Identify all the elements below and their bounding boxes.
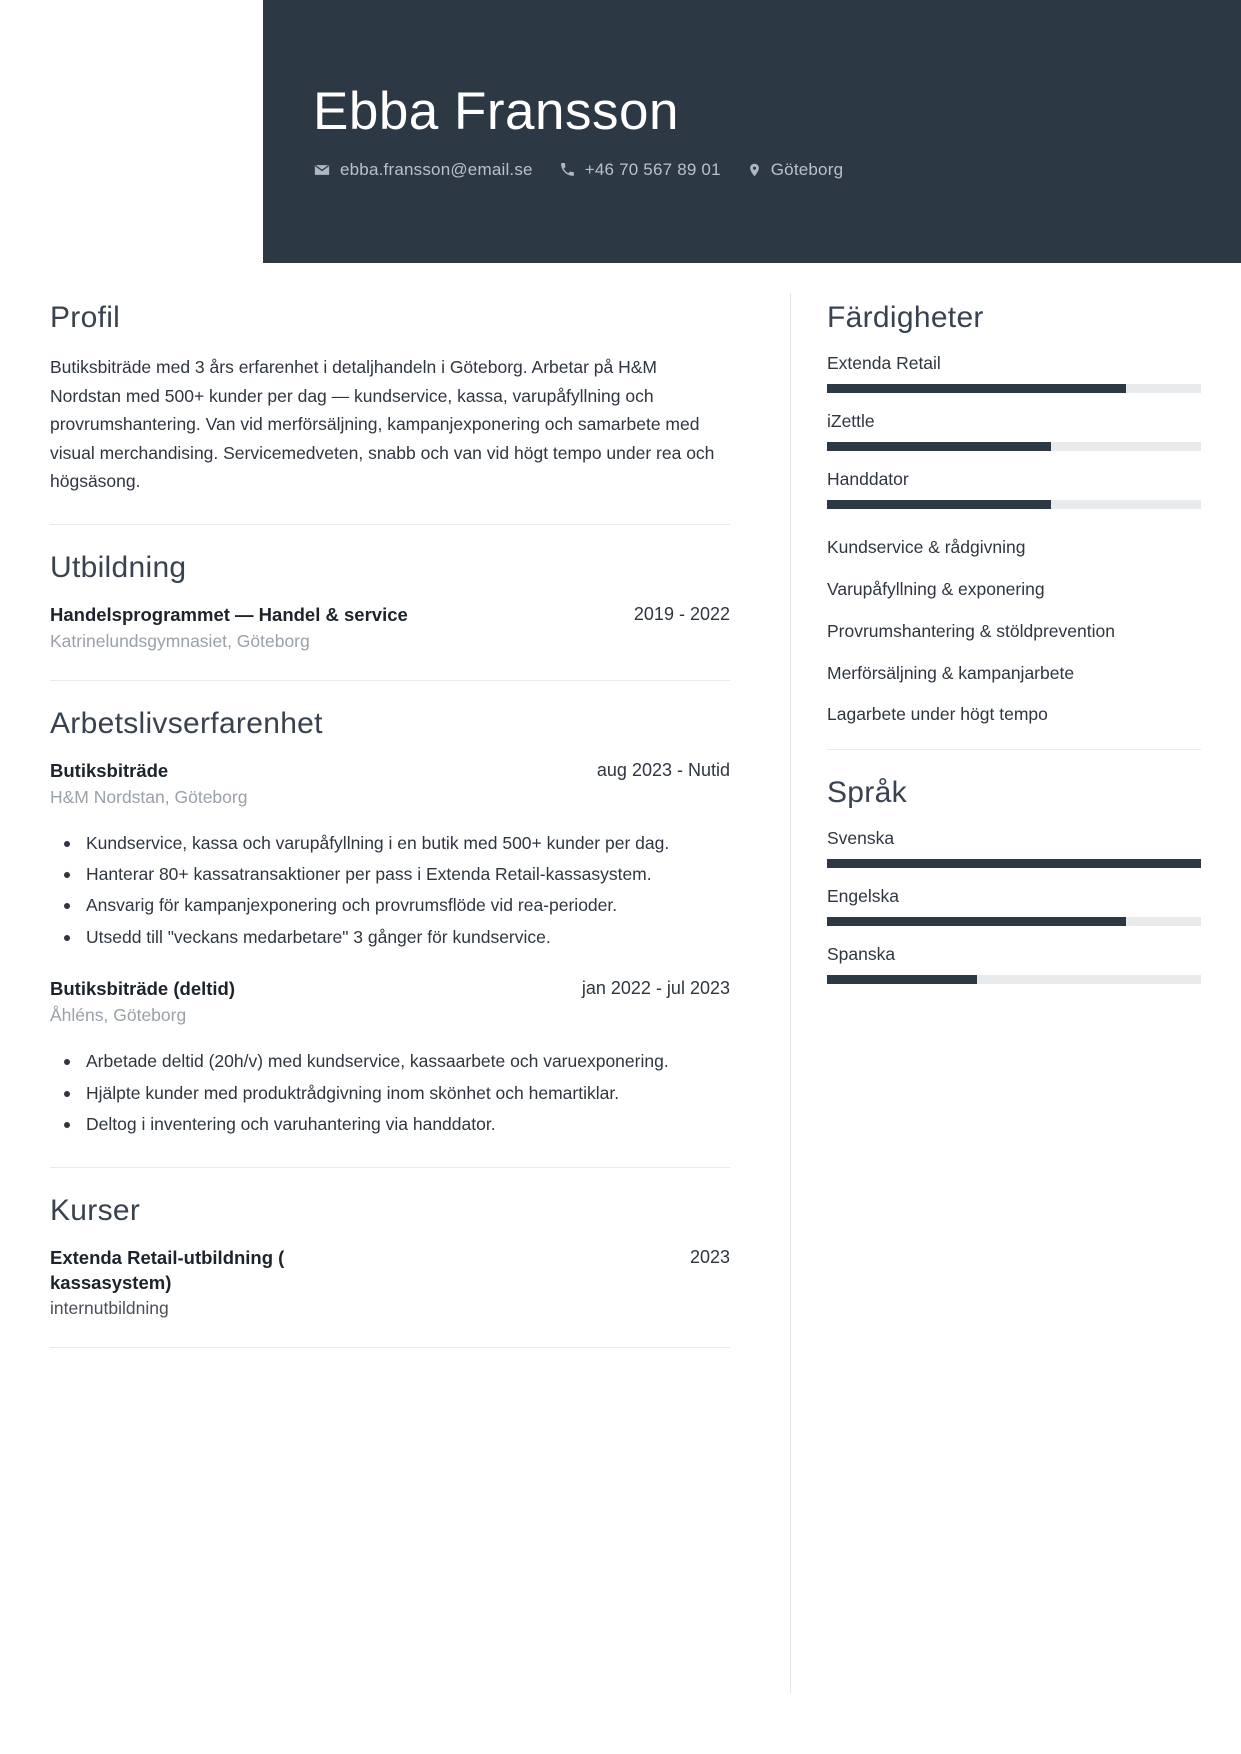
contact-phone-text: +46 70 567 89 01 [584,159,721,179]
contact-row [313,160,1241,180]
resume-body [0,263,1241,1693]
section-profile [50,301,730,496]
language-bar-track [827,859,1201,868]
resume-header [263,0,1241,263]
job-date: aug 2023 - Nutid [596,759,730,780]
job-company: H&M Nordstan, Göteborg [50,786,248,807]
left-column [0,263,790,1374]
skill-bar-fill [827,500,1051,509]
course-subtitle: internutbildning [50,1297,169,1318]
language-label: Engelska [827,886,899,907]
candidate-name: Ebba Fransson [313,82,679,142]
experience-heading: Arbetslivserfarenhet [50,706,323,740]
language-bar-track [827,917,1201,926]
contact-phone[interactable] [559,160,721,180]
language-label: Svenska [827,828,895,849]
job-bullets [50,830,730,952]
location-pin-icon [747,161,762,179]
divider [50,524,730,525]
contact-email[interactable] [313,160,533,180]
skill-label: iZettle [827,411,875,431]
section-education [50,551,730,652]
skill-rated [827,469,1201,509]
skill-bar-fill [827,384,1126,393]
divider [50,1347,730,1348]
education-school: Katrinelundsgymnasiet, Göteborg [50,630,310,651]
section-courses [50,1194,730,1319]
language-bar-fill [827,859,1201,868]
phone-icon [559,161,576,178]
language-item [827,886,1201,926]
contact-location-text: Göteborg [770,159,844,179]
divider [827,749,1201,750]
skills-heading: Färdigheter [827,301,984,334]
profile-text: Butiksbiträde med 3 års erfarenhet i detaljhandeln i Göteborg. Arbetar på H&M Nordstan med 500+ kunder per dag — kundservice, kassa, varupåfyllning och provrumshantering. Van vid merförsäljning, kampanjexponering och samarbete med visual merchandising. Servicemedveten, snabb och van vid högt tempo under rea och högsäsong. [50,357,715,492]
profile-heading: Profil [50,301,121,334]
education-entry [50,603,730,652]
skill-rated [827,353,1201,393]
education-date: 2019 - 2022 [633,603,730,624]
list-item: Arbetade deltid (20h/v) med kundservice, kassaarbete och varuexponering. [50,1048,730,1075]
languages-heading: Språk [827,776,907,810]
contact-location[interactable] [747,160,843,180]
job-title: Butiksbiträde [50,759,169,781]
skill-plain: Provrumshantering & stöldprevention [827,620,1115,641]
divider [50,680,730,681]
list-item: Hjälpte kunder med produktrådgivning inom skönhet och hemartiklar. [50,1080,730,1107]
skill-plain: Varupåfyllning & exponering [827,578,1045,599]
skill-plain: Kundservice & rådgivning [827,537,1026,557]
envelope-icon [313,161,331,179]
list-item: Ansvarig för kampanjexponering och provrumsflöde vid rea-perioder. [50,892,730,919]
section-languages [827,776,1201,984]
education-title: Handelsprogrammet — Handel & service [50,603,408,625]
language-bar-track [827,975,1201,984]
education-heading: Utbildning [50,550,187,584]
language-bar-fill [827,917,1126,926]
skill-bar-track [827,442,1201,451]
language-item [827,828,1201,868]
job-company: Åhléns, Göteborg [50,1005,187,1026]
skill-label: Extenda Retail [827,353,941,373]
course-entry [50,1246,730,1319]
course-title: Extenda Retail-utbildning ( kassasystem) [50,1246,285,1293]
language-bar-fill [827,975,977,984]
skill-plain: Merförsäljning & kampanjarbete [827,662,1075,683]
section-experience [50,707,730,1139]
experience-entry [50,759,730,952]
right-column [791,263,1241,1002]
experience-entry [50,977,730,1138]
contact-email-text: ebba.fransson@email.se [340,159,533,179]
courses-heading: Kurser [50,1193,141,1227]
job-title: Butiksbiträde (deltid) [50,978,236,1000]
course-date: 2023 [689,1246,730,1267]
language-label: Spanska [827,944,896,965]
section-skills [827,301,1201,727]
skill-plain: Lagarbete under högt tempo [827,704,1048,725]
divider [50,1167,730,1168]
list-item: Utsedd till "veckans medarbetare" 3 gånger för kundservice. [50,924,730,951]
list-item: Kundservice, kassa och varupåfyllning i en butik med 500+ kunder per dag. [50,830,730,857]
skill-bar-track [827,500,1201,509]
language-item [827,944,1201,984]
list-item: Deltog i inventering och varuhantering via handdator. [50,1111,730,1138]
skill-label: Handdator [827,469,909,489]
job-bullets [50,1048,730,1138]
skill-bar-fill [827,442,1051,451]
job-date: jan 2022 - jul 2023 [581,978,730,999]
skill-bar-track [827,384,1201,393]
list-item: Hanterar 80+ kassatransaktioner per pass i Extenda Retail-kassasystem. [50,861,730,888]
skill-rated [827,411,1201,451]
